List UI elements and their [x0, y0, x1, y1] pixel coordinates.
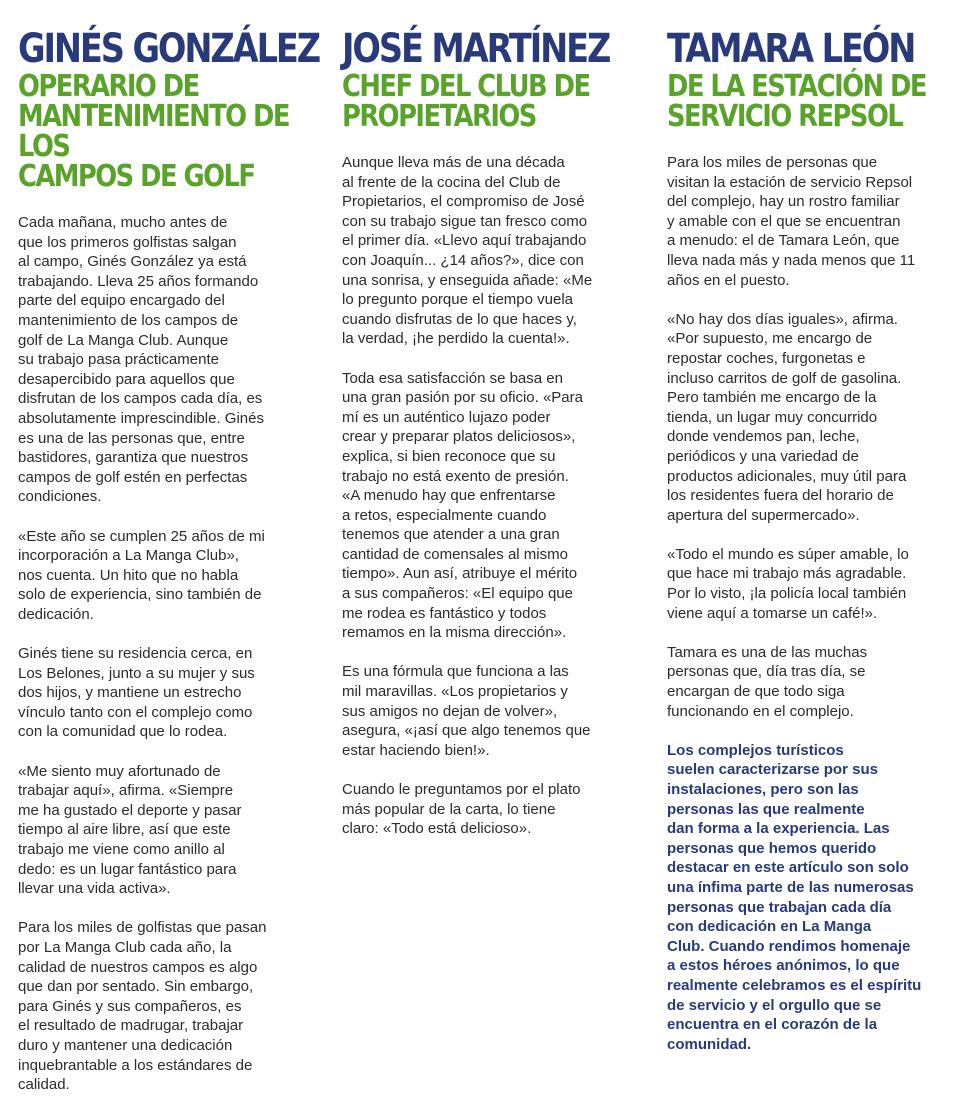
profile-name: JOSÉ MARTÍNEZ	[342, 26, 610, 72]
profile-name: GINÉS GONZÁLEZ	[18, 26, 320, 72]
profile-column-jose	[342, 26, 642, 858]
body-paragraph: Cuando le preguntamos por el plato más popular de la carta, lo tiene claro: «Todo está delicioso».	[342, 781, 581, 838]
body-paragraph: Es una fórmula que funciona a las mil maravillas. «Los propietarios y sus amigos no dejan de volver», asegura, «¡así que algo tenemos que estar haciendo bien!».	[342, 663, 591, 759]
profile-body	[18, 213, 318, 1095]
profile-role: DE LA ESTACIÓN DE SERVICIO REPSOL	[667, 69, 926, 134]
body-paragraph: Ginés tiene su residencia cerca, en Los Belones, junto a su mujer y sus dos hijos, y mantiene un estrecho vínculo tanto con el complejo como con la comunidad que lo rodea.	[18, 645, 255, 741]
closing-highlight-paragraph: Los complejos turísticos suelen caracterizarse por sus instalaciones, pero son las personas las que realmente dan forma a la experiencia. Las personas que hemos querido destacar en este artículo son solo una ínfima parte de las numerosas personas que trabajan cada día con dedicación en La Manga Club. Cuando rendimos homenaje a estos héroes anónimos, lo que realmente celebramos es el espíritu de servicio y el orgullo que se encuentra en el corazón de la comunidad.	[667, 741, 922, 1053]
body-paragraph: «Me siento muy afortunado de trabajar aquí», afirma. «Siempre me ha gustado el deporte y pasar tiempo al aire libre, así que este trabajo me viene como anillo al dedo: es un lugar fantástico para llevar una vida activa».	[18, 762, 242, 898]
profile-role: CHEF DEL CLUB DE PROPIETARIOS	[342, 69, 590, 134]
body-paragraph: «Este año se cumplen 25 años de mi incorporación a La Manga Club», nos cuenta. Un hito que no habla solo de experiencia, sino también de dedicación.	[18, 527, 265, 623]
profile-body	[667, 153, 959, 1054]
profile-column-gines	[18, 26, 318, 1114]
profile-name: TAMARA LEÓN	[667, 26, 915, 72]
profile-column-tamara	[667, 26, 959, 1074]
body-paragraph: Cada mañana, mucho antes de que los primeros golfistas salgan al campo, Ginés González ya está trabajando. Lleva 25 años formando parte del equipo encargado del mantenimiento de los campos de golf de La Manga Club. Aunque su trabajo pasa prácticamente desapercibido para aquellos que disfrutan de los campos cada día, es absolutamente imprescindible. Ginés es una de las personas que, entre bastidores, garantiza que nuestros campos de golf estén en perfectas condiciones.	[18, 214, 264, 506]
body-paragraph: «Todo el mundo es súper amable, lo que hace mi trabajo más agradable. Por lo visto, ¡la policía local también viene aquí a tomarse un café!».	[667, 545, 909, 622]
body-paragraph: Para los miles de personas que visitan la estación de servicio Repsol del complejo, hay un rostro familiar y amable con el que se encuentran a menudo: el de Tamara León, que lleva nada más y nada menos que 11 años en el puesto.	[667, 154, 916, 289]
profile-role: OPERARIO DE MANTENIMIENTO DE LOS CAMPOS DE GOLF	[18, 69, 289, 194]
body-paragraph: Aunque lleva más de una década al frente de la cocina del Club de Propietarios, el compromiso de José con su trabajo sigue tan fresco como el primer día. «Llevo aquí trabajando con Joaquín... ¿14 años?», dice con una sonrisa, y enseguida añade: «Me lo pregunto porque el tiempo vuela cuando disfrutas de lo que haces y, la verdad, ¡he perdido la cuenta!».	[342, 154, 593, 348]
body-paragraph: Toda esa satisfacción se basa en una gran pasión por su oficio. «Para mí es un auténtico lujazo poder crear y preparar platos deliciosos», explica, si bien reconoce que su trabajo no está exento de presión. «A menudo hay que enfrentarse a retos, especialmente cuando tenemos que atender a una gran cantidad de comensales al mismo tiempo». Aun así, atribuye el mérito a sus compañeros: «El equipo que me rodea es fantástico y todos remamos en la misma dirección».	[342, 369, 583, 642]
body-paragraph: Tamara es una de las muchas personas que, día tras día, se encargan de que todo siga funcionando en el complejo.	[667, 643, 868, 720]
body-paragraph: Para los miles de golfistas que pasan por La Manga Club cada año, la calidad de nuestros campos es algo que dan por sentado. Sin embargo, para Ginés y sus compañeros, es el resultado de madrugar, trabajar duro y mantener una dedicación inquebrantable a los estándares de calidad.	[18, 919, 267, 1094]
body-paragraph: «No hay dos días iguales», afirma. «Por supuesto, me encargo de repostar coches, furgonetas e incluso carritos de golf de gasolina. Pero también me encargo de la tienda, un lugar muy concurrido donde vendemos pan, leche, periódicos y una variedad de productos adicionales, muy útil para los residentes fuera del horario de apertura del supermercado».	[667, 310, 907, 524]
profile-body	[342, 153, 642, 839]
